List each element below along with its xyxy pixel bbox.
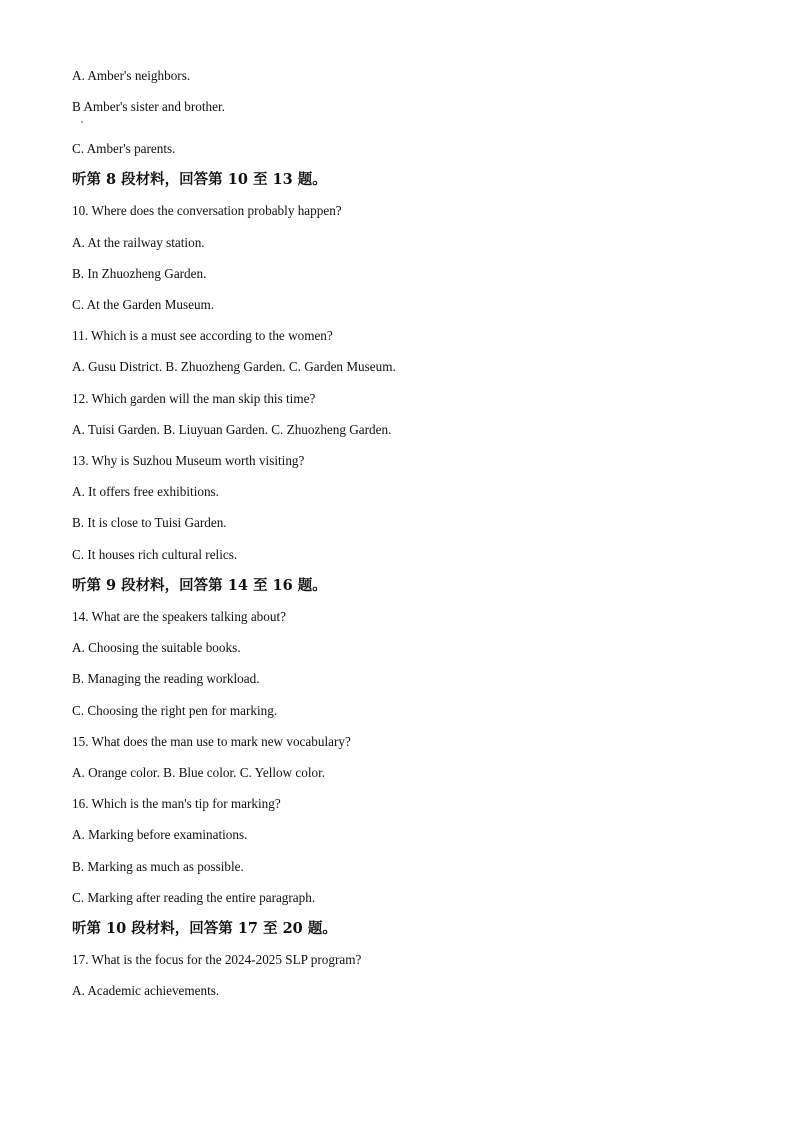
question-12: 12. Which garden will the man skip this time? [72,391,316,406]
question-10: 10. Where does the conversation probably happen? [72,203,342,218]
option-13c: C. It houses rich cultural relics. [72,547,238,562]
option-13a: A. It offers free exhibitions. [72,484,219,499]
option-16c: C. Marking after reading the entire paragraph. [72,890,316,905]
section-heading-10: 听第 10 段材料，回答第 17 至 20 题。 [72,920,337,937]
stray-mark [81,121,83,123]
question-15: 15. What does the man use to mark new vocabulary? [72,734,351,749]
option-13b: B. It is close to Tuisi Garden. [72,515,227,530]
question-16: 16. Which is the man's tip for marking? [72,796,281,811]
question-17: 17. What is the focus for the 2024-2025 SLP program? [72,952,362,967]
question-13: 13. Why is Suzhou Museum worth visiting? [72,453,305,468]
option-14b: B. Managing the reading workload. [72,671,260,686]
option-9c: C. Amber's parents. [72,141,176,156]
section-heading-9: 听第 9 段材料，回答第 14 至 16 题。 [72,577,327,594]
option-10a: A. At the railway station. [72,235,205,250]
option-10c: C. At the Garden Museum. [72,297,215,312]
options-12: A. Tuisi Garden. B. Liuyuan Garden. C. Zhuozheng Garden. [72,422,392,437]
option-14a: A. Choosing the suitable books. [72,640,241,655]
option-14c: C. Choosing the right pen for marking. [72,703,278,718]
option-17a: A. Academic achievements. [72,983,220,998]
question-14: 14. What are the speakers talking about? [72,609,286,624]
question-11: 11. Which is a must see according to the women? [72,328,333,343]
options-11: A. Gusu District. B. Zhuozheng Garden. C. Garden Museum. [72,359,396,374]
options-15: A. Orange color. B. Blue color. C. Yellow color. [72,765,326,780]
section-heading-8: 听第 8 段材料，回答第 10 至 13 题。 [72,171,327,188]
option-16b: B. Marking as much as possible. [72,859,244,874]
option-16a: A. Marking before examinations. [72,827,248,842]
option-9b: B Amber's sister and brother. [72,99,225,114]
option-10b: B. In Zhuozheng Garden. [72,266,207,281]
option-9a: A. Amber's neighbors. [72,68,191,83]
